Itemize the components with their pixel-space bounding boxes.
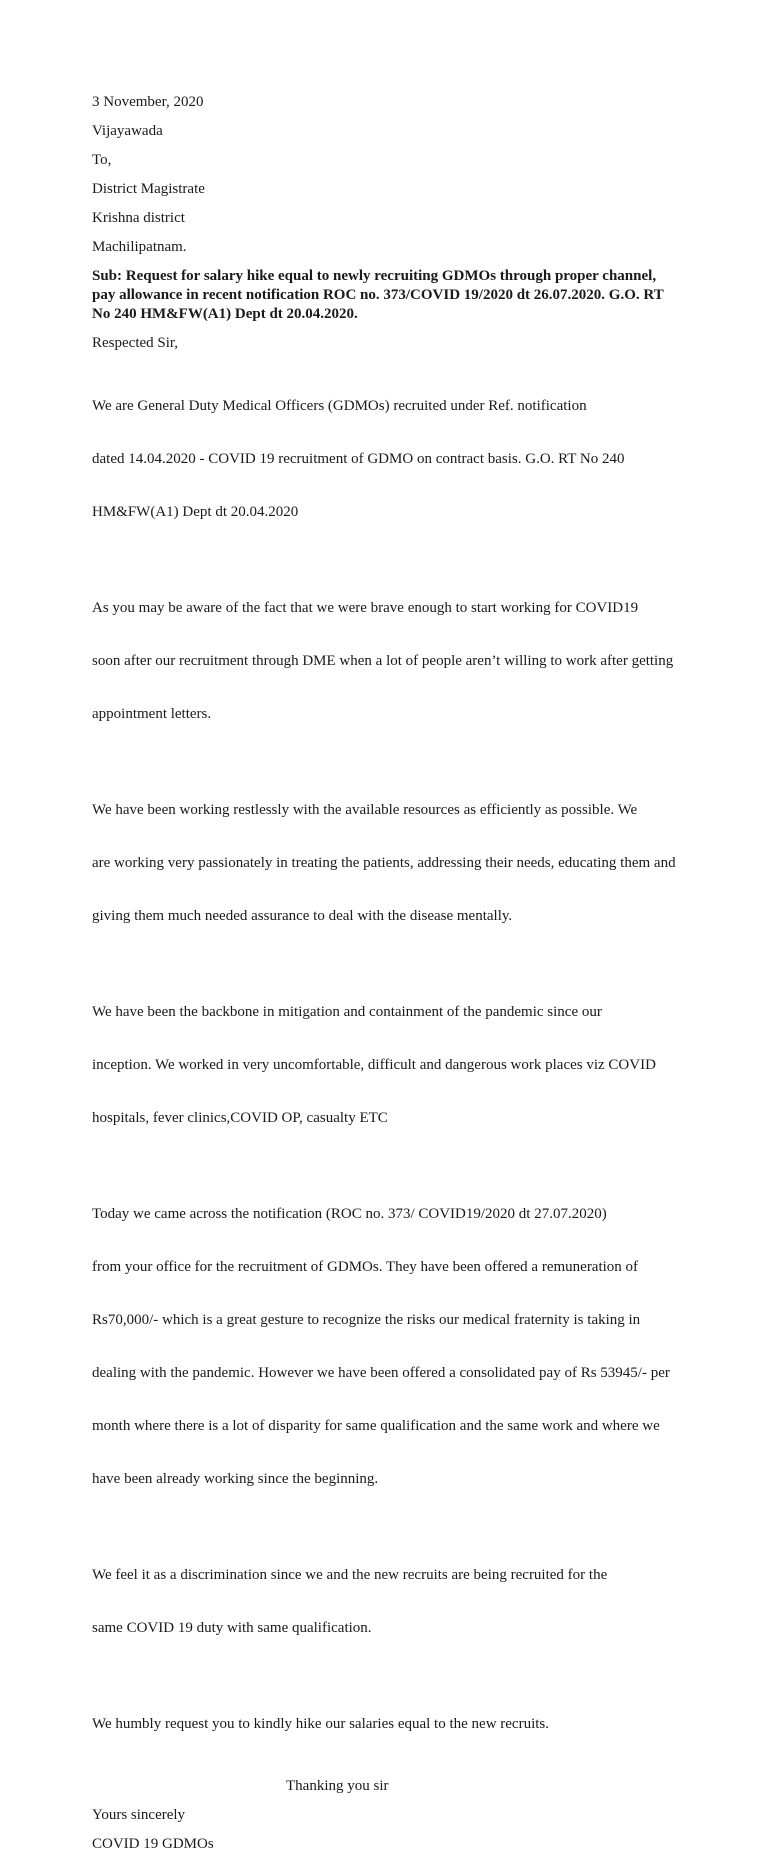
body-paragraph — [92, 363, 680, 556]
paragraph-line: from your office for the recruitment of GDMOs. They have been offered a remuneration of — [92, 1259, 639, 1275]
letter-subject — [92, 267, 680, 324]
paragraph-line: HM&FW(A1) Dept dt 20.04.2020 — [92, 504, 299, 520]
addressee-block — [92, 180, 680, 257]
letter-body — [92, 93, 680, 1864]
subject-line: pay allowance in recent notification ROC no. 373/COVID 19/2020 dt 26.07.2020. G.O. RT — [92, 287, 664, 303]
paragraph-line: are working very passionately in treating the patients, addressing their needs, educating them and — [92, 855, 676, 871]
letter-signature: COVID 19 GDMOs — [92, 1836, 214, 1852]
paragraph-line: dated 14.04.2020 - COVID 19 recruitment of GDMO on contract basis. G.O. RT No 240 — [92, 451, 625, 467]
letter-date: 3 November, 2020 — [92, 94, 204, 110]
body-paragraph — [92, 1171, 680, 1523]
body-paragraph — [92, 1681, 680, 1768]
body-paragraph — [92, 969, 680, 1162]
paragraph-line: giving them much needed assurance to deal with the disease mentally. — [92, 908, 513, 924]
addressee-line: District Magistrate — [92, 181, 205, 197]
thanks-line: Thanking you sir — [286, 1778, 389, 1794]
paragraph-line: Rs70,000/- which is a great gesture to recognize the risks our medical fraternity is taking in — [92, 1312, 641, 1328]
letter-salutation: Respected Sir, — [92, 335, 179, 351]
paragraph-line: We humbly request you to kindly hike our salaries equal to the new recruits. — [92, 1716, 550, 1732]
paragraph-line: hospitals, fever clinics,COVID OP, casualty ETC — [92, 1110, 388, 1126]
paragraph-line: dealing with the pandemic. However we have been offered a consolidated pay of Rs 53945/- per — [92, 1365, 670, 1381]
paragraph-line: We have been working restlessly with the available resources as efficiently as possible. We — [92, 802, 638, 818]
paragraph-line: have been already working since the beginning. — [92, 1471, 379, 1487]
paragraph-line: Today we came across the notification (ROC no. 373/ COVID19/2020 dt 27.07.2020) — [92, 1206, 607, 1222]
paragraph-line: month where there is a lot of disparity for same qualification and the same work and where we — [92, 1418, 660, 1434]
paragraph-line: appointment letters. — [92, 706, 212, 722]
paragraph-line: same COVID 19 duty with same qualification. — [92, 1620, 372, 1636]
letter-place: Vijayawada — [92, 123, 163, 139]
paragraph-line: We are General Duty Medical Officers (GDMOs) recruited under Ref. notification — [92, 398, 587, 414]
letter-closing: Yours sincerely — [92, 1807, 186, 1823]
body-paragraph — [92, 767, 680, 960]
body-paragraph — [92, 1532, 680, 1672]
paragraph-line: As you may be aware of the fact that we were brave enough to start working for COVID19 — [92, 600, 639, 616]
addressee-line: Krishna district — [92, 210, 185, 226]
paragraph-line: We feel it as a discrimination since we and the new recruits are being recruited for the — [92, 1567, 608, 1583]
paragraph-line: We have been the backbone in mitigation and containment of the pandemic since our — [92, 1004, 602, 1020]
paragraph-line: inception. We worked in very uncomfortable, difficult and dangerous work places viz COVID — [92, 1057, 656, 1073]
body-paragraph — [92, 565, 680, 758]
paragraph-line: soon after our recruitment through DME when a lot of people aren’t willing to work after getting — [92, 653, 674, 669]
subject-line: No 240 HM&FW(A1) Dept dt 20.04.2020. — [92, 306, 358, 322]
subject-line: Sub: Request for salary hike equal to newly recruiting GDMOs through proper channel, — [92, 268, 657, 284]
letter-to: To, — [92, 152, 112, 168]
addressee-line: Machilipatnam. — [92, 239, 187, 255]
